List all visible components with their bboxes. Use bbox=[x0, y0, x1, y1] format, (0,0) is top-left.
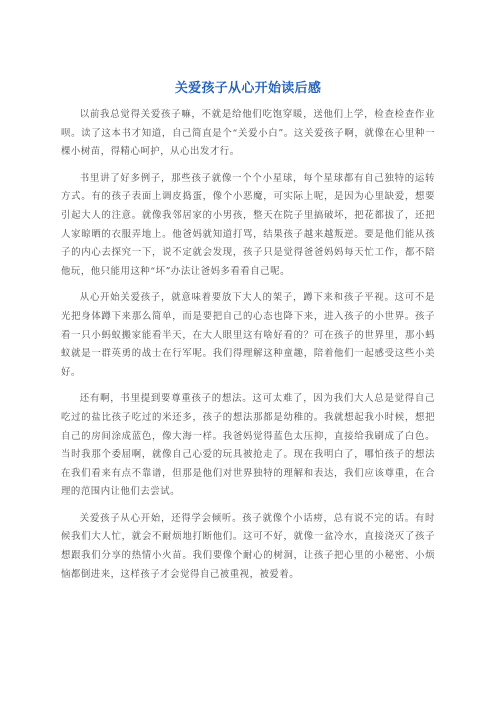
document-body bbox=[61, 106, 435, 592]
page-title: 关爱孩子从心开始读后感 bbox=[174, 81, 322, 96]
paragraph-1: 以前我总觉得关爱孩子嘛，不就是给他们吃饱穿暖，送他们上学，检查检查作业呗。读了这本书才知道，自己简直是个“关爱小白”。这关爱孩子啊，就像在心里种一棵小树苗，得精心呵护，从心出发才行。 bbox=[61, 109, 435, 158]
paragraph-3: 从心开始关爱孩子，就意味着要放下大人的架子，蹲下来和孩子平视。这可不是光把身体蹲下来那么简单，而是要把自己的心态也降下来，进入孩子的小世界。孩子看一只小蚂蚁搬家能看半天，在大人眼里这有啥好看的？可在孩子的世界里，那小蚂蚁就是一群英勇的战士在行军呢。我们得理解这种童趣，陪着他们一起感受这些小美好。 bbox=[61, 292, 435, 378]
paragraph-4: 还有啊，书里提到要尊重孩子的想法。这可太难了，因为我们大人总是觉得自己吃过的盐比孩子吃过的米还多，孩子的想法那都是幼稚的。我就想起我小时候，想把自己的房间涂成蓝色，像大海一样。我爸妈觉得蓝色太压抑，直接给我刷成了白色。当时我那个委屈啊，就像自己心爱的玩具被抢走了。现在我明白了，哪怕孩子的想法在我们看来有点不靠谱，但那是他们对世界独特的理解和表达，我们应该尊重，在合理的范围内让他们去尝试。 bbox=[61, 393, 435, 498]
paragraph-2: 书里讲了好多例子，那些孩子就像一个个小星球，每个星球都有自己独特的运转方式。有的孩子表面上调皮捣蛋，像个小恶魔，可实际上呢，是因为心里缺爱，想要引起大人的注意。就像我邻居家的小男孩，整天在院子里搞破坏，把花都拔了，还把人家晾晒的衣服弄地上。他爸妈就知道打骂，结果孩子越来越叛逆。要是他们能从孩子的内心去探究一下，说不定就会发现，孩子只是觉得爸爸妈妈每天忙工作，都不陪他玩，他只能用这种“坏”办法让爸妈多看看自己呢。 bbox=[61, 172, 435, 277]
paragraph-5: 关爱孩子从心开始，还得学会倾听。孩子就像个小话痨，总有说不完的话。有时候我们大人忙，就会不耐烦地打断他们。这可不好，就像一盆冷水，直接浇灭了孩子想跟我们分享的热情小火苗。我们要像个耐心的树洞，让孩子把心里的小秘密、小烦恼都倒进来，这样孩子才会觉得自己被重视，被爱着。 bbox=[61, 512, 435, 580]
